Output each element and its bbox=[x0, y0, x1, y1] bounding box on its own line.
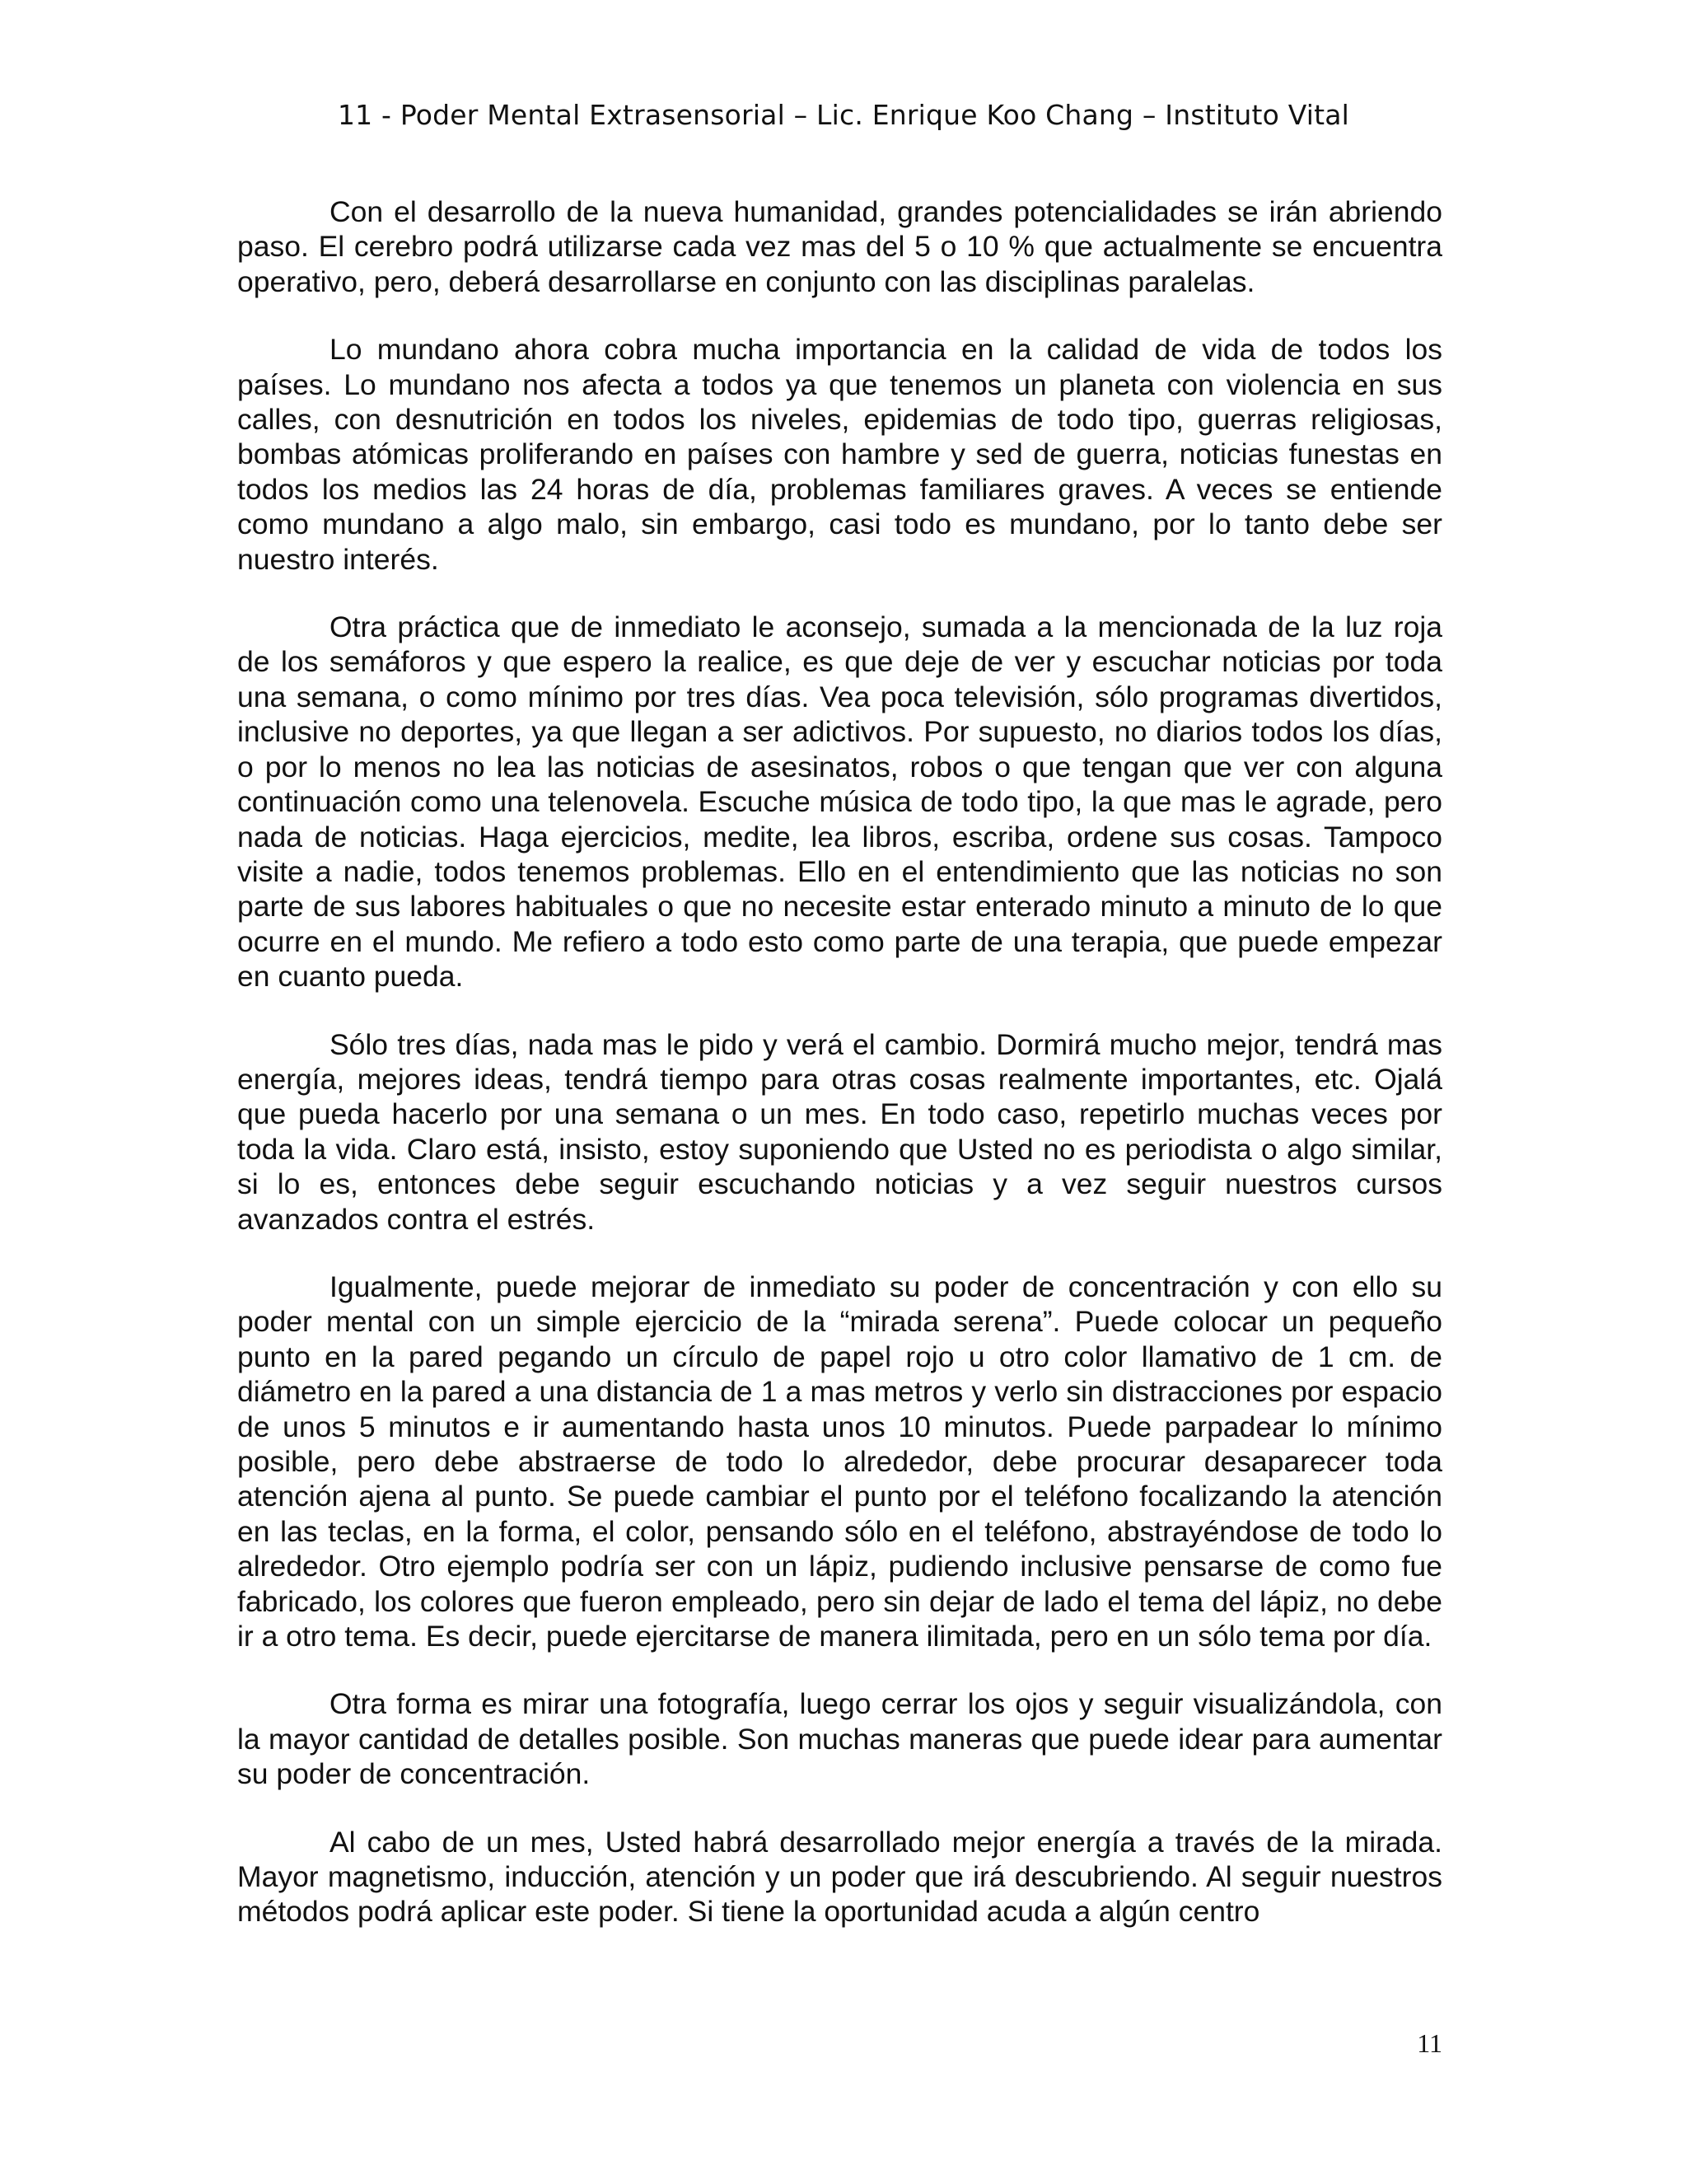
body-text bbox=[237, 194, 1442, 1962]
paragraph: Lo mundano ahora cobra mucha importancia en la calidad de vida de todos los países. Lo mundano nos afecta a todos ya que tenemos un planeta con violencia en sus calles, con desnutrición en todos los niveles, epidemias de todo tipo, guerras religiosas, bombas atómicas proliferando en países con hambre y sed de guerra, noticias funestas en todos los medios las 24 horas de día, problemas familiares graves. A veces se entiende como mundano a algo malo, sin embargo, casi todo es mundano, por lo tanto debe ser nuestro interés. bbox=[237, 333, 1442, 576]
paragraph: Al cabo de un mes, Usted habrá desarrollado mejor energía a través de la mirada. Mayor magnetismo, inducción, atención y un poder que irá descubriendo. Al seguir nuestros métodos podrá aplicar este poder. Si tiene la oportunidad acuda a algún centro bbox=[237, 1825, 1442, 1929]
paragraph: Otra práctica que de inmediato le aconsejo, sumada a la mencionada de la luz roja de los semáforos y que espero la realice, es que deje de ver y escuchar noticias por toda una semana, o como mínimo por tres días. Vea poca televisión, sólo programas divertidos, inclusive no deportes, ya que llegan a ser adictivos. Por supuesto, no diarios todos los días, o por lo menos no lea las noticias de asesinatos, robos o que tengan que ver con alguna continuación como una telenovela. Escuche música de todo tipo, la que mas le agrade, pero nada de noticias. Haga ejercicios, medite, lea libros, escriba, ordene sus cosas. Tampoco visite a nadie, todos tenemos problemas. Ello en el entendimiento que las noticias no son parte de sus labores habituales o que no necesite estar enterado minuto a minuto de lo que ocurre en el mundo. Me refiero a todo esto como parte de una terapia, que puede empezar en cuanto pueda. bbox=[237, 610, 1442, 994]
page-number: 11 bbox=[1417, 2028, 1442, 2058]
paragraph: Sólo tres días, nada mas le pido y verá el cambio. Dormirá mucho mejor, tendrá mas energía, mejores ideas, tendrá tiempo para otras cosas realmente importantes, etc. Ojalá que pueda hacerlo por una semana o un mes. En todo caso, repetirlo muchas veces por toda la vida. Claro está, insisto, estoy suponiendo que Usted no es periodista o algo similar, si lo es, entonces debe seguir escuchando noticias y a vez seguir nuestros cursos avanzados contra el estrés. bbox=[237, 1027, 1442, 1236]
paragraph: Otra forma es mirar una fotografía, luego cerrar los ojos y seguir visualizándola, con la mayor cantidad de detalles posible. Son muchas maneras que puede idear para aumentar su poder de concentración. bbox=[237, 1687, 1442, 1791]
paragraph: Con el desarrollo de la nueva humanidad, grandes potencialidades se irán abriendo paso. El cerebro podrá utilizarse cada vez mas del 5 o 10 % que actualmente se encuentra operativo, pero, deberá desarrollarse en conjunto con las disciplinas paralelas. bbox=[237, 195, 1442, 298]
paragraph: Igualmente, puede mejorar de inmediato su poder de concentración y con ello su poder mental con un simple ejercicio de la “mirada serena”. Puede colocar un pequeño punto en la pared pegando un círculo de papel rojo u otro color llamativo de 1 cm. de diámetro en la pared a una distancia de 1 a mas metros y verlo sin distracciones por espacio de unos 5 minutos e ir aumentando hasta unos 10 minutos. Puede parpadear lo mínimo posible, pero debe abstraerse de todo lo alrededor, debe procurar desaparecer toda atención ajena al punto. Se puede cambiar el punto por el teléfono focalizando la atención en las teclas, en la forma, el color, pensando sólo en el teléfono, abstrayéndose de todo lo alrededor. Otro ejemplo podría ser con un lápiz, pudiendo inclusive pensarse de como fue fabricado, los colores que fueron empleado, pero sin dejar de lado el tema del lápiz, no debe ir a otro tema. Es decir, puede ejercitarse de manera ilimitada, pero en un sólo tema por día. bbox=[237, 1270, 1442, 1653]
running-header: 11 - Poder Mental Extrasensorial – Lic. Enrique Koo Chang – Instituto Vital bbox=[337, 99, 1350, 131]
